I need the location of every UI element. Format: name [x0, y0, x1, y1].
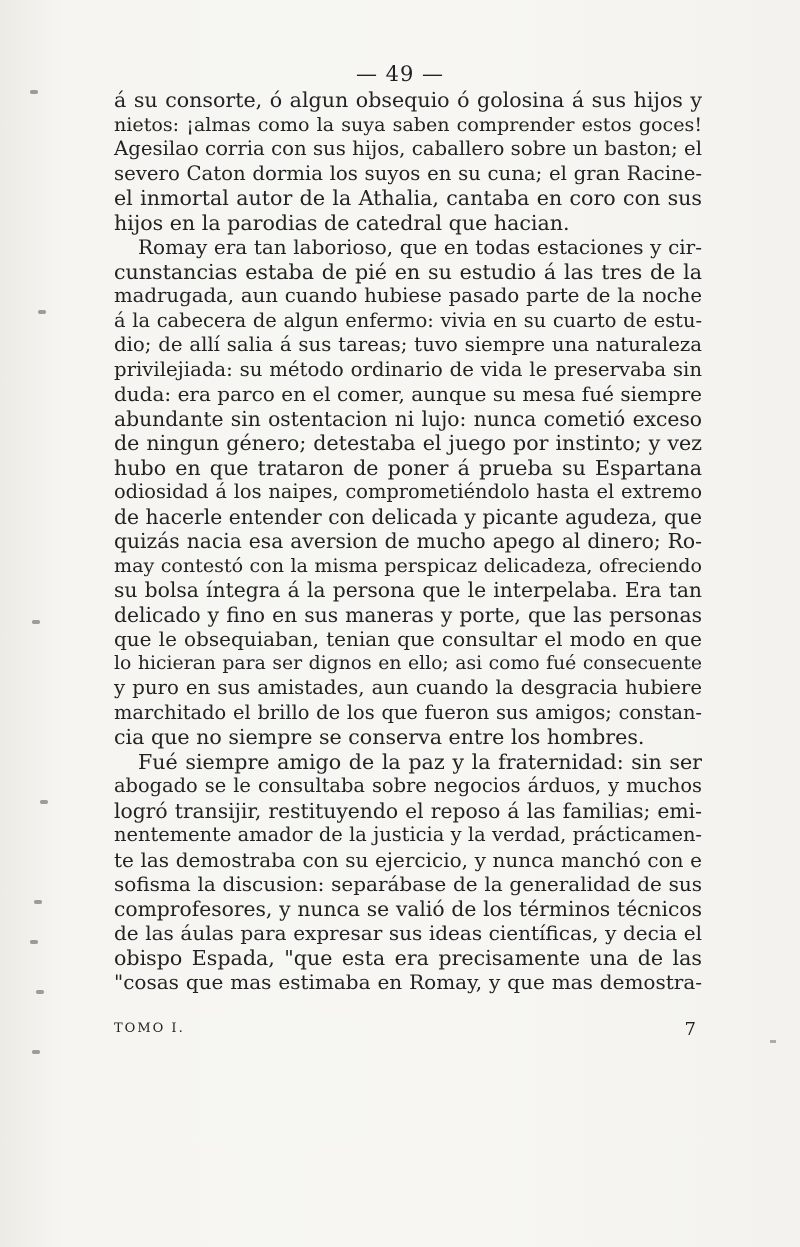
text-line: comprofesores, y nunca se valió de los términos técnicos	[114, 896, 702, 921]
text-line: Romay era tan laborioso, que en todas estaciones y cir-	[138, 235, 702, 259]
text-line: sofisma la discusion: separábase de la generalidad de sus	[114, 872, 702, 896]
text-line: abundante sin ostentacion ni lujo: nunca cometió exceso	[114, 406, 702, 431]
text-line: dio; de allí salia á sus tareas; tuvo siempre una naturaleza	[114, 333, 702, 356]
text-line: y puro en sus amistades, aun cuando la desgracia hubiere	[114, 676, 702, 699]
text-line: odiosidad á los naipes, comprometiéndolo hasta el extremo	[114, 480, 702, 503]
text-line: de las áulas para expresar sus ideas científicas, y decia el	[114, 921, 702, 945]
text-line: su bolsa íntegra á la persona que le interpelaba. Era tan	[114, 578, 702, 602]
text-line: de ningun género; detestaba el juego por instinto; y vez	[114, 431, 702, 455]
text-line: quizás nacia esa aversion de mucho apego al dinero; Ro-	[114, 529, 702, 553]
text-line: duda: era parco en el comer, aunque su mesa fué siempre	[114, 382, 702, 406]
text-line: te las demostraba con su ejercicio, y nunca manchó con e	[114, 847, 702, 872]
text-line: logró transijir, restituyendo el reposo á las familias; emi-	[114, 798, 702, 823]
text-line: abogado se le consultaba sobre negocios árduos, y muchos	[114, 774, 702, 797]
text-line: Fué siempre amigo de la paz y la fraternidad: sin ser	[138, 749, 702, 774]
text-line: nietos: ¡almas como la suya saben comprender estos goces!	[114, 112, 702, 136]
body-text	[114, 88, 702, 995]
margin-mark-right	[770, 1040, 776, 1043]
volume-label: TOMO I.	[114, 1021, 185, 1036]
text-line: lo hicieran para ser dignos en ello; asi como fué consecuente	[114, 652, 702, 674]
text-line: el inmortal autor de la Athalia, cantaba en coro con sus	[114, 186, 702, 210]
text-line: que le obsequiaban, tenian que consultar el modo en que	[114, 627, 702, 651]
signature-mark: 7	[684, 1019, 696, 1040]
margin-smudges	[28, 60, 88, 1060]
page-number: — 49 —	[355, 62, 445, 86]
text-line: nentemente amador de la justicia y la verdad, prácticamen-	[114, 823, 702, 846]
text-line: cia que no siempre se conserva entre los hombres.	[114, 725, 645, 749]
text-line: obispo Espada, "que esta era precisamente una de las	[114, 945, 702, 970]
text-line: may contestó con la misma perspicaz delicadeza, ofreciendo	[114, 553, 702, 577]
text-line: hubo en que trataron de poner á prueba su Espartana	[114, 455, 702, 480]
text-line: hijos en la parodias de catedral que hacian.	[114, 210, 570, 235]
text-line: "cosas que mas estimaba en Romay, y que mas demostra-	[114, 970, 702, 994]
page-footer	[114, 1019, 702, 1040]
text-line: Agesilao corria con sus hijos, caballero sobre un baston; el	[114, 137, 702, 160]
text-line: madrugada, aun cuando hubiese pasado parte de la noche	[114, 284, 702, 307]
text-line: marchitado el brillo de los que fueron sus amigos; constan-	[114, 700, 702, 724]
text-line: privilejiada: su método ordinario de vida le preservaba sin	[114, 357, 702, 381]
text-line: cunstancias estaba de pié en su estudio á las tres de la	[114, 259, 702, 284]
text-line: á su consorte, ó algun obsequio ó golosina á sus hijos y	[114, 88, 702, 112]
text-line: á la cabecera de algun enfermo: vivia en su cuarto de estu-	[114, 308, 702, 332]
text-line: delicado y fino en sus maneras y porte, que las personas	[114, 602, 702, 627]
text-line: severo Caton dormia los suyos en su cuna; el gran Racine-	[114, 161, 702, 185]
text-line: de hacerle entender con delicada y picante agudeza, que	[114, 504, 702, 529]
